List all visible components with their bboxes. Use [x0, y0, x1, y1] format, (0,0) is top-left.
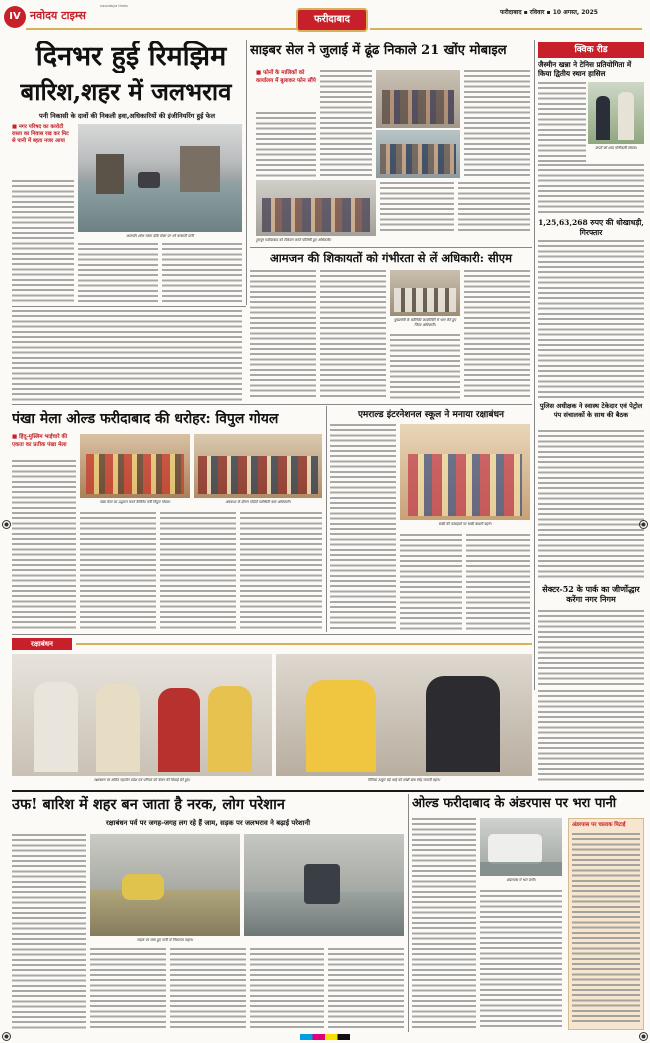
police-meeting-body: [538, 430, 644, 580]
heritage-photo-2: [194, 434, 322, 498]
school-headline: एमराल्ड इंटरनेशनल स्कूल ने मनाया रक्षाबंधन: [357, 410, 505, 420]
heritage-photo-2-caption: अवकाश के दौरान पदियों परस्थिती वाल अधिकारी।: [225, 500, 291, 504]
school-col-3: [466, 534, 530, 630]
color-bar: [300, 1034, 350, 1040]
masthead-rule-left: [26, 28, 300, 30]
registration-mark: [639, 1032, 648, 1041]
lead-sidebar: ■ नगर परिषद का कारोटी रास्ता का निवास रख कर मिट से पानी में ब्हता नजर आया: [12, 124, 69, 144]
park-body: [538, 610, 644, 686]
section-rule: [12, 404, 532, 405]
heritage-photo-1-caption: पंखा मेला का उद्घाटन करते कैबिनेट मंत्री विपुल गोयल।: [99, 500, 171, 504]
sports-photo-caption: कप्तो फो शब्द पोनीकारी संघाब।: [595, 146, 637, 150]
column-divider: [534, 40, 535, 690]
rain-rule-top: [12, 790, 644, 792]
heritage-col-4: [240, 512, 322, 630]
rain-deck: रक्षाबंधन पर्व पर जगह-जगह लग रहे हैं जाम, सड़क पर जलभराव ने बढ़ाई परेशानी: [106, 819, 310, 827]
paper-name: नवोदय टाइम्स: [30, 9, 86, 22]
heritage-col-3: [160, 512, 236, 630]
mobile-pull-quote: ■ फोनों के मालिकों को कार्यालय में बुलाकर फोन सौंपे: [256, 70, 316, 84]
heritage-headline: पंखा मेला ओल्ड फरीदाबाद की धरोहर: विपुल गोयल: [12, 411, 279, 427]
lead-headline-1: दिनभर हुई रिमझिम: [35, 41, 227, 72]
registration-mark: [2, 1032, 11, 1041]
school-photo-caption: राखी की कलाइयों पर राखी बांधती बहनें।: [438, 522, 492, 526]
underpass-box-text: [572, 833, 640, 1025]
mobile-photo-2: [376, 130, 460, 178]
school-col-1: [330, 424, 396, 630]
underpass-headline: ओल्ड फरीदाबाद के अंडरपास पर भरा पानी: [412, 796, 617, 811]
mobile-col-1: [256, 112, 316, 178]
fraud-headline: 1,25,63,268 रुपए की धोखाधड़ी, गिरफ्तार: [538, 218, 644, 237]
section-rule: [12, 306, 246, 307]
rain-col-4: [250, 948, 324, 1030]
cm-col-1: [250, 270, 316, 400]
rain-col-1: [12, 834, 86, 1030]
cm-photo-caption: मुख्यमंत्री के कोलिकी कार्यालिति में भाग लेते हुए जिला अधिकारी।: [394, 318, 456, 327]
date-line: फरीदाबाद ▪ रविवार ▪ 10 अगस्त, 2025: [500, 9, 598, 16]
rain-photo-caption: सड़क पर जमा हुए पानी से निकलता वाहन।: [137, 938, 193, 942]
lead-photo: [78, 124, 242, 232]
lead-photo-caption: आसपोर शोक रास्ता डोंके सेक्ट पर भरे बरसाती पानी: [126, 234, 194, 238]
fraud-body: [538, 240, 644, 398]
underpass-box-head: अंडरपास पर चालाक पिटाई: [572, 822, 626, 828]
heritage-photo-1: [80, 434, 190, 498]
mobile-photo-1: [376, 70, 460, 128]
lead-col-2: [78, 243, 158, 305]
underpass-col-1: [412, 818, 476, 1030]
mobile-photo-caption: ट्रूसपुर फरीदाबाद को टीकेयन करते पोलिसी हुए अधिकारी।: [256, 238, 332, 242]
rain-col-2: [90, 948, 166, 1030]
mobile-col-3: [464, 70, 530, 178]
lead-headline-2: बारिश,शहर में जलभराव: [20, 77, 232, 106]
masthead-rule-right: [370, 28, 642, 30]
rain-photo: [90, 834, 240, 936]
mobile-col-2: [320, 70, 372, 178]
cm-col-4: [464, 270, 530, 400]
column-divider: [246, 40, 247, 305]
masthead: [0, 0, 650, 37]
underpass-box: [568, 818, 644, 1030]
school-col-2: [400, 534, 462, 630]
registration-mark: [2, 520, 11, 529]
quick-read-label: क्विक रीड: [538, 42, 644, 58]
cm-photo: [390, 270, 460, 316]
right-col-body: [538, 690, 644, 782]
rain-col-5: [328, 948, 404, 1030]
cm-col-2: [320, 270, 386, 400]
sports-body-2: [538, 164, 644, 214]
column-divider: [326, 406, 327, 632]
rakhi-photo-1: [12, 654, 272, 776]
sports-body: [538, 82, 586, 162]
school-photo: [400, 424, 530, 520]
cm-col-3: [390, 334, 460, 400]
section-badge: फरीदाबाद: [296, 8, 368, 32]
park-headline: सेक्टर-52 के पार्क का जीर्णोद्धार करेंगा नगर निगम: [542, 584, 640, 604]
heritage-col-2: [80, 512, 156, 630]
rakhi-photo-2-caption: रितिका ठाकुर बड़े भाई को राखी बांध स्नेह जताती बहन।: [367, 778, 441, 782]
rain-photo-2: [244, 834, 404, 936]
underpass-col-2: [480, 890, 562, 1030]
rakhi-photo-2: [276, 654, 532, 776]
rakhi-label: रक्षाबंधन: [12, 638, 72, 650]
lead-body-text: [12, 180, 74, 304]
mobile-photo-3: [256, 180, 376, 236]
section-rule: [12, 634, 532, 635]
mobile-col-5: [458, 182, 530, 234]
mobile-headline: साइबर सेल ने जुलाई में ढूंढ निकाले 21 खोंए मोबाइल: [250, 43, 507, 58]
underpass-photo: [480, 818, 562, 876]
lead-body-continued: [12, 310, 242, 402]
cm-headline: आमजन की शिकायतों को गंभीरता से लें अधिकारी: सीएम: [270, 251, 512, 265]
lead-col-3: [162, 243, 242, 305]
sports-headline: जैस्मीन खन्ना ने टेनिस प्रतियोगिता में किया द्वितीय स्थान हासिल: [538, 60, 632, 78]
sports-photo: [588, 82, 644, 144]
rakhi-banner-rule: [76, 643, 532, 645]
rain-headline: उफ! बारिश में शहर बन जाता है नरक, लोग परेशान: [12, 796, 285, 813]
rakhi-photo-1-caption: रक्षाबंधन पर अमित गहलोत प्रदेश एवं परिवार को केसर की मिठाई देते हुए।: [93, 778, 190, 782]
rain-col-3: [170, 948, 246, 1030]
heritage-col-1: [12, 460, 76, 630]
registration-mark: [639, 520, 648, 529]
mobile-col-4: [380, 182, 454, 234]
lead-deck: पनी निकासी के दावों की निकली हवा,अधिकारियों की इंजीनियरिंग हुई फेल: [39, 112, 215, 120]
paper-name-small: navodaya times: [100, 4, 129, 8]
section-rule: [250, 247, 532, 248]
column-divider: [408, 794, 409, 1032]
heritage-sub: ■ हिंदू-मुस्लिम भाईचारे की एकता का प्रतीक पंखा मेला: [12, 434, 68, 448]
underpass-photo-caption: अंडरपास में भरा पानी।: [506, 878, 536, 882]
page-number-badge: IV: [4, 6, 26, 28]
police-meeting-headline: पुलिस अधीक्षक ने स्वास्थ टेकेदार एवं पेट्रोल पंप संचालकों के साथ की बैठक: [539, 402, 643, 419]
